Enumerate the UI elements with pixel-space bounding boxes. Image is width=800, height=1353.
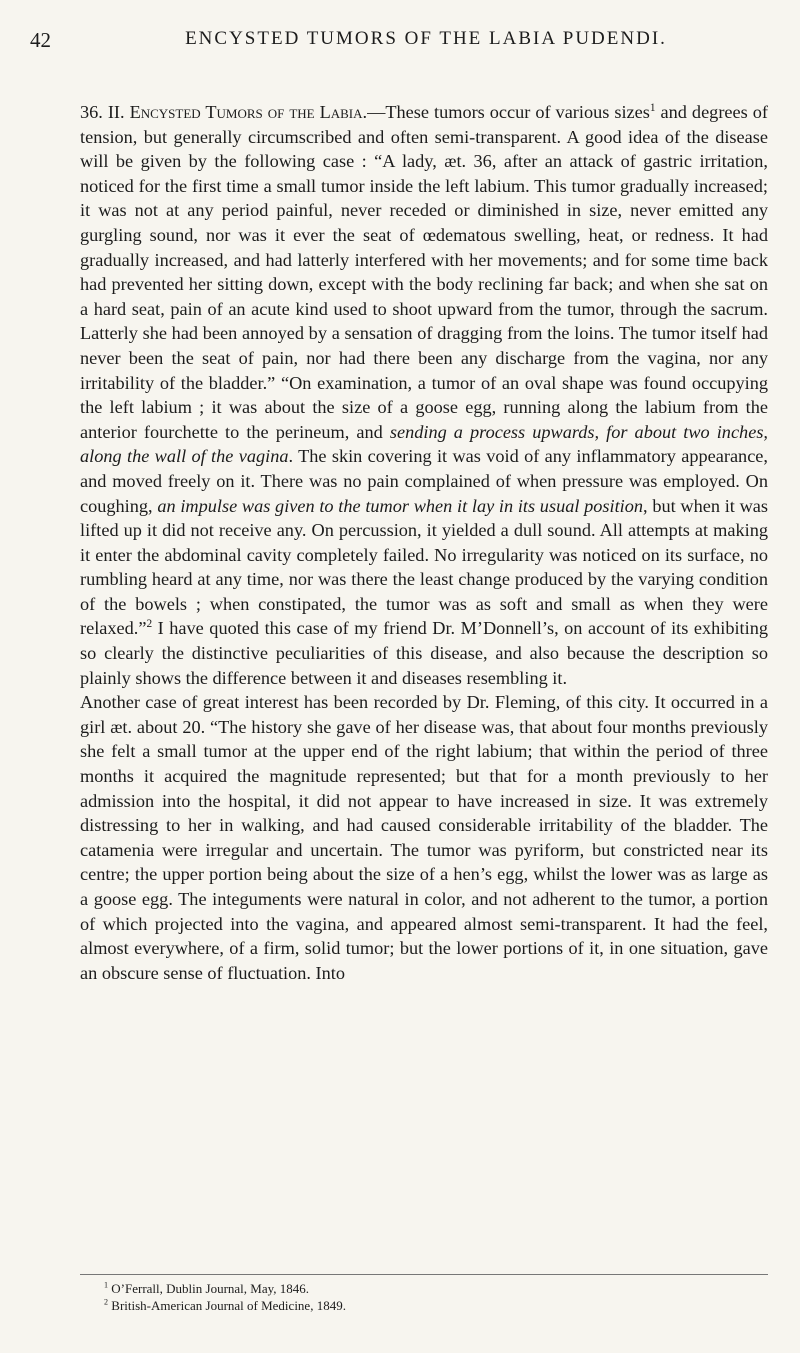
paragraph-text: and degrees of tension, but generally circumscribed and often semi-transparent. A good idea of the disease will be given by the following case : “A lady, æt. 36, after an attack of gastric irritation, noticed for the first time a small tumor inside the left labium. This tumor gradually increased; it was not at any period painful, never receded or diminished in size, never emitted any gurgling sound, nor was it ever the seat of œdematous swelling, heat, or redness. It had gradually increased, and had latterly interfered with her movements; and for some time back had prevented her sitting down, except with the body reclining far back; and when she sat on a hard seat, pain of an acute kind used to shoot upward from the tumor, through the sacrum. Latterly she had been annoyed by a sensation of dragging from the loins. The tumor itself had never been the seat of pain, nor had there been any discharge from the vagina, nor any irritability of the bladder.” “On examination, a tumor of an oval shape was found occupying the left labium ; it was about the size of a goose egg, running along the labium from the anterior fourchette to the perineum, and (80, 102, 768, 442)
page-number: 42 (30, 28, 51, 52)
footnote-divider (80, 1274, 768, 1275)
paragraph-text: . The skin covering it was void of any inflammatory appearance, and moved freely on it. There was no pain complained of when pressure was employed. On coughing, (80, 446, 768, 516)
paragraph-encysted-tumors (80, 100, 768, 690)
footnote-1 (104, 1280, 768, 1297)
body-text (80, 100, 768, 985)
italic-phrase: sending a process upwards, for about two inches, along the wall of the vagina (80, 421, 768, 467)
italic-phrase: an impulse was given to the tumor when it lay in its usual position (157, 495, 644, 516)
footnotes (104, 1280, 768, 1314)
footnote-mark: 2 (104, 1297, 109, 1307)
paragraph-fleming-case: Another case of great interest has been recorded by Dr. Fleming, of this city. It occurred in a girl æt. about 20. “The history she gave of her disease was, that about four months previously she felt a small tumor at the upper end of the right labium; that within the period of three months it acquired the magnitude represented; but that for a month previously to her admission into the hospital, it did not appear to have increased in size. It was extremely distressing to her in walking, and had caused considerable irritability of the bladder. The catamenia were irregular and uncertain. The tumor was pyriform, but constricted near its centre; the upper portion being about the size of a hen’s egg, whilst the lower was as large as a goose egg. The integuments were natural in color, and not adherent to the tumor, a portion of which projected into the vagina, and appeared almost semi-transparent. It had the feel, almost everywhere, of a firm, solid tumor; but the lower portions of it, in one situation, gave an obscure sense of fluctuation. Into (80, 692, 768, 983)
running-title: ENCYSTED TUMORS OF THE LABIA PUDENDI. (185, 28, 667, 49)
paragraph-text: .—These tumors occur of various sizes (362, 102, 650, 122)
running-header (30, 28, 770, 56)
footnote-text: British-American Journal of Medicine, 1849. (108, 1298, 346, 1313)
paragraph-text: , but when it was lifted up it did not receive any. On percussion, it yielded a dull sound. All attempts at making it enter the abdominal cavity completely failed. No irregularity was noticed on its surface, no rumbling heard at any time, nor was there the least change produced by the varying condition of the bowels ; when constipated, the tumor was as soft and small as when they were relaxed.” (80, 495, 768, 639)
footnote-2 (104, 1297, 768, 1314)
footnote-mark: 1 (104, 1280, 109, 1290)
footnote-ref-2[interactable]: 2 (146, 618, 153, 631)
section-number: 36. II. (80, 102, 130, 122)
section-heading: Encysted Tumors of the Labia (129, 102, 363, 122)
footnote-text: O’Ferrall, Dublin Journal, May, 1846. (108, 1281, 310, 1296)
footnote-ref-1[interactable]: 1 (649, 101, 656, 114)
paragraph-text: I have quoted this case of my friend Dr. M’Donnell’s, on account of its exhibiting so clearly the distinctive peculiarities of this disease, and also because the description so plainly shows the difference between it and diseases resembling it. (80, 618, 768, 688)
